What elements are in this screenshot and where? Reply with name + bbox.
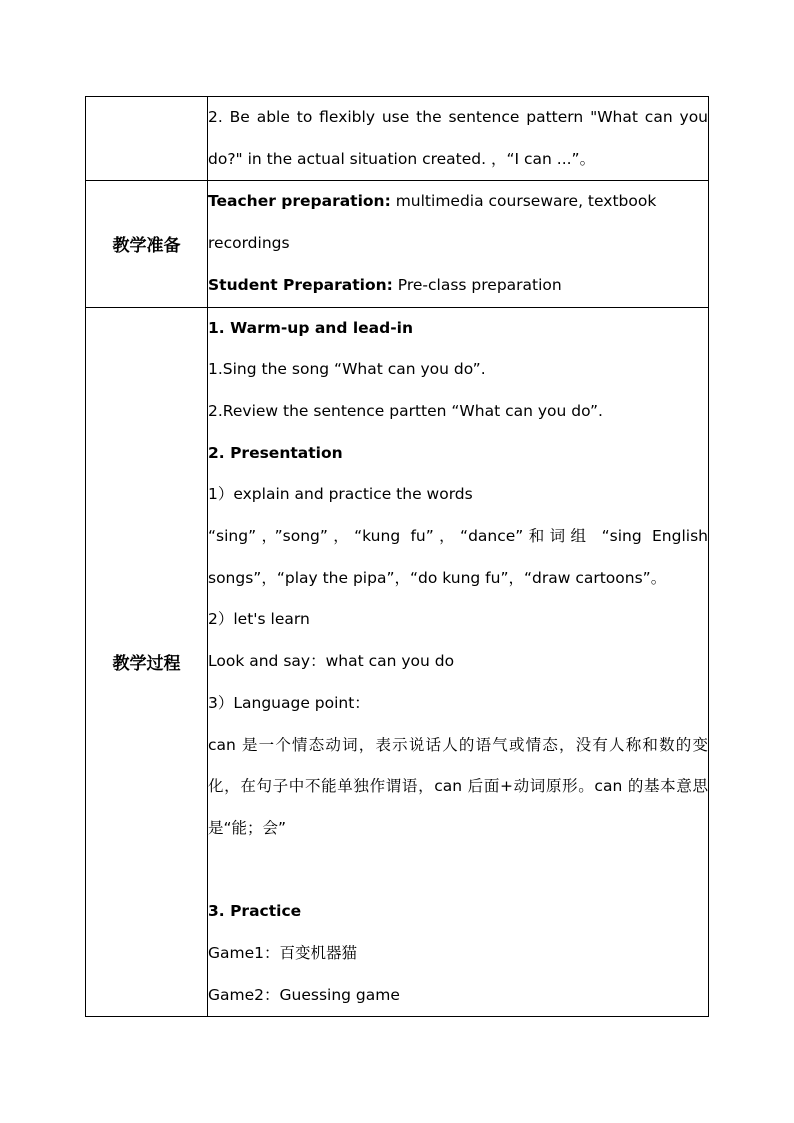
preparation-row — [86, 181, 709, 307]
objective-line-1: 2. Be able to flexibly use the sentence pattern "What can you — [208, 108, 708, 126]
preparation-label: 教学准备 — [86, 181, 208, 307]
process-label: 教学过程 — [86, 307, 208, 1017]
warmup-heading: 1. Warm-up and lead-in — [208, 318, 413, 337]
practice-heading: 3. Practice — [208, 902, 302, 921]
teacher-preparation-text-2: recordings — [208, 234, 290, 253]
process-row — [86, 307, 709, 1017]
teacher-preparation-label: Teacher preparation: — [208, 192, 391, 211]
presentation-step-1: 1）explain and practice the words — [208, 485, 473, 504]
presentation-heading: 2. Presentation — [208, 443, 343, 462]
objective-line-2: do?" in the actual situation created. ，“I can ...”。 — [208, 149, 596, 168]
look-and-say-line: Look and say：what can you do — [208, 652, 455, 671]
presentation-words-line: “sing”，”song”，“kung fu”，“dance”和词组 “sing English — [208, 527, 708, 546]
teacher-preparation-line — [208, 181, 708, 223]
language-point-line-1: can 是一个情态动词，表示说话人的语气或情态，没有人称和数的变 — [208, 735, 708, 754]
presentation-step-2: 2）let's learn — [208, 610, 310, 629]
process-content-cell — [208, 307, 709, 1017]
objectives-content-cell — [208, 97, 709, 181]
blank-line — [208, 850, 708, 892]
lesson-plan-table — [85, 96, 709, 1017]
language-point-line-2: 化，在句子中不能单独作谓语，can 后面+动词原形。can 的基本意思 — [208, 777, 709, 796]
warmup-step-1: 1.Sing the song “What can you do”. — [208, 360, 486, 379]
objectives-label-cell — [86, 97, 208, 181]
language-point-line-3: 是“能；会” — [208, 818, 287, 837]
student-preparation-text: Pre-class preparation — [392, 275, 562, 294]
preparation-content-cell — [208, 181, 709, 307]
game-1-line: Game1：百变机器猫 — [208, 944, 358, 963]
student-preparation-label: Student Preparation: — [208, 275, 393, 294]
presentation-step-3: 3）Language point： — [208, 693, 370, 712]
game-2-line: Game2：Guessing game — [208, 985, 400, 1004]
teacher-preparation-text: multimedia courseware, textbook — [390, 192, 657, 211]
presentation-phrases-line: songs”，“play the pipa”，“do kung fu”，“draw cartoons”。 — [208, 568, 667, 587]
objectives-row — [86, 97, 709, 181]
student-preparation-line — [208, 265, 708, 307]
warmup-step-2: 2.Review the sentence partten “What can you do”. — [208, 401, 603, 420]
